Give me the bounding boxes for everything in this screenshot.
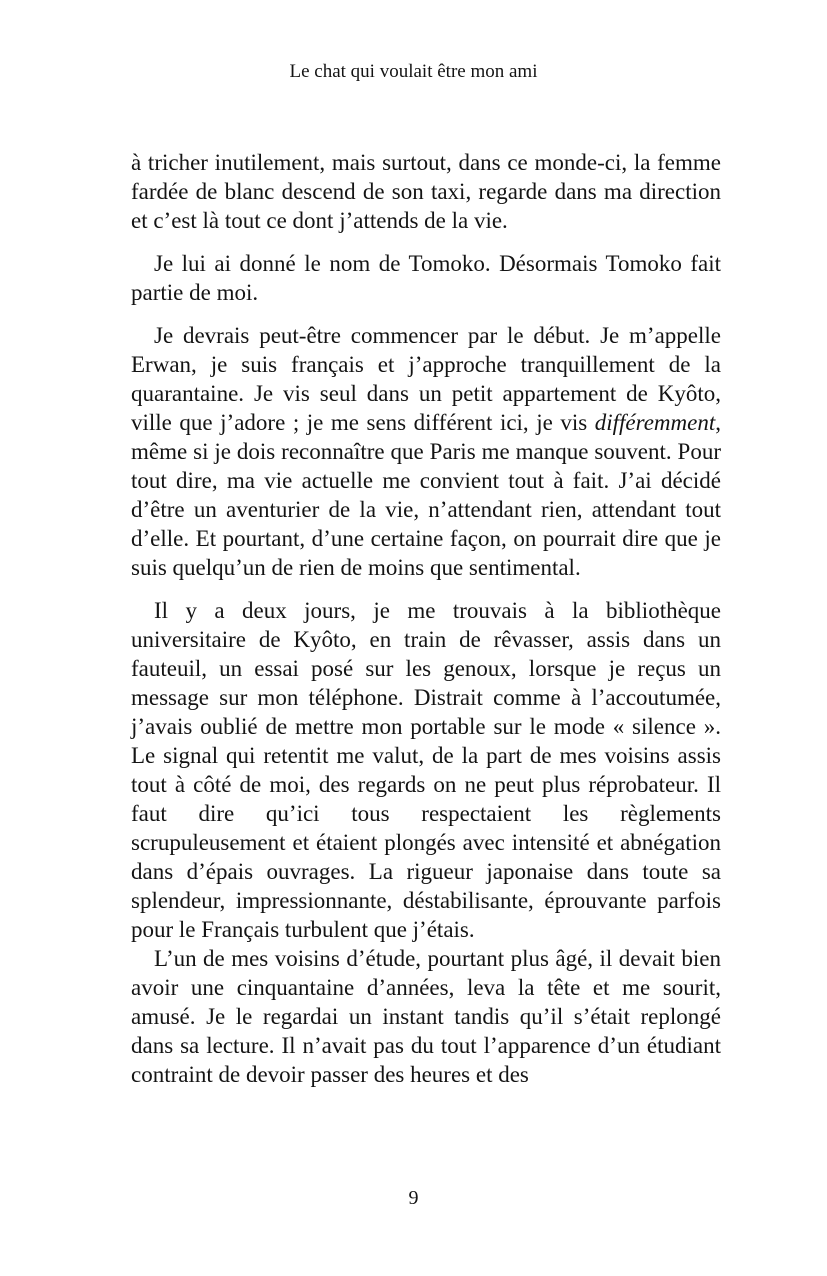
paragraph-text: Je devrais peut-être commencer par le début. Je m’appelle Erwan, je suis français et j’approche tranquillement de la quarantaine. Je vis seul dans un petit appartement de Kyôto, ville que j’adore ; je me sens différent ici, je vis (131, 323, 721, 435)
body-text (131, 148, 721, 1089)
paragraph: L’un de mes voisins d’étude, pourtant plus âgé, il devait bien avoir une cinquantaine d’années, leva la tête et me sourit, amusé. Je le regardai un instant tandis qu’il s’était replongé dans sa lecture. Il n’avait pas du tout l’apparence d’un étudiant contraint de devoir passer des heures et des (131, 946, 721, 1087)
running-head: Le chat qui voulait être mon ami (289, 61, 538, 82)
paragraph: Il y a deux jours, je me trouvais à la bibliothèque universitaire de Kyôto, en train de rêvasser, assis dans un fauteuil, un essai posé sur les genoux, lorsque je reçus un message sur mon téléphone. Distrait comme à l’accoutumée, j’avais oublié de mettre mon portable sur le mode « silence ». Le signal qui retentit me valut, de la part de mes voisins assis tout à côté de moi, des regards on ne peut plus réprobateur. Il faut dire qu’ici tous respectaient les règlements scrupuleusement et étaient plongés avec intensité et abnégation dans d’épais ouvrages. La rigueur japonaise dans toute sa splendeur, impressionnante, déstabilisante, éprouvante parfois pour le Français turbulent que j’étais. (131, 598, 721, 942)
page-number: 9 (408, 1187, 419, 1209)
emphasized-word: différemment (594, 410, 716, 435)
paragraph: Je lui ai donné le nom de Tomoko. Désormais Tomoko fait partie de moi. (131, 251, 721, 305)
paragraph (131, 321, 721, 582)
paragraph: à tricher inutilement, mais surtout, dans ce monde-ci, la femme fardée de blanc descend de son taxi, regarde dans ma direction et c’est là tout ce dont j’attends de la vie. (131, 150, 721, 233)
paragraph-text: , même si je dois reconnaître que Paris me manque souvent. Pour tout dire, ma vie actuelle me convient tout à fait. J’ai décidé d’être un aventurier de la vie, n’attendant rien, attendant tout d’elle. Et pourtant, d’une certaine façon, on pourrait dire que je suis quelqu’un de rien de moins que sentimental. (131, 410, 721, 580)
